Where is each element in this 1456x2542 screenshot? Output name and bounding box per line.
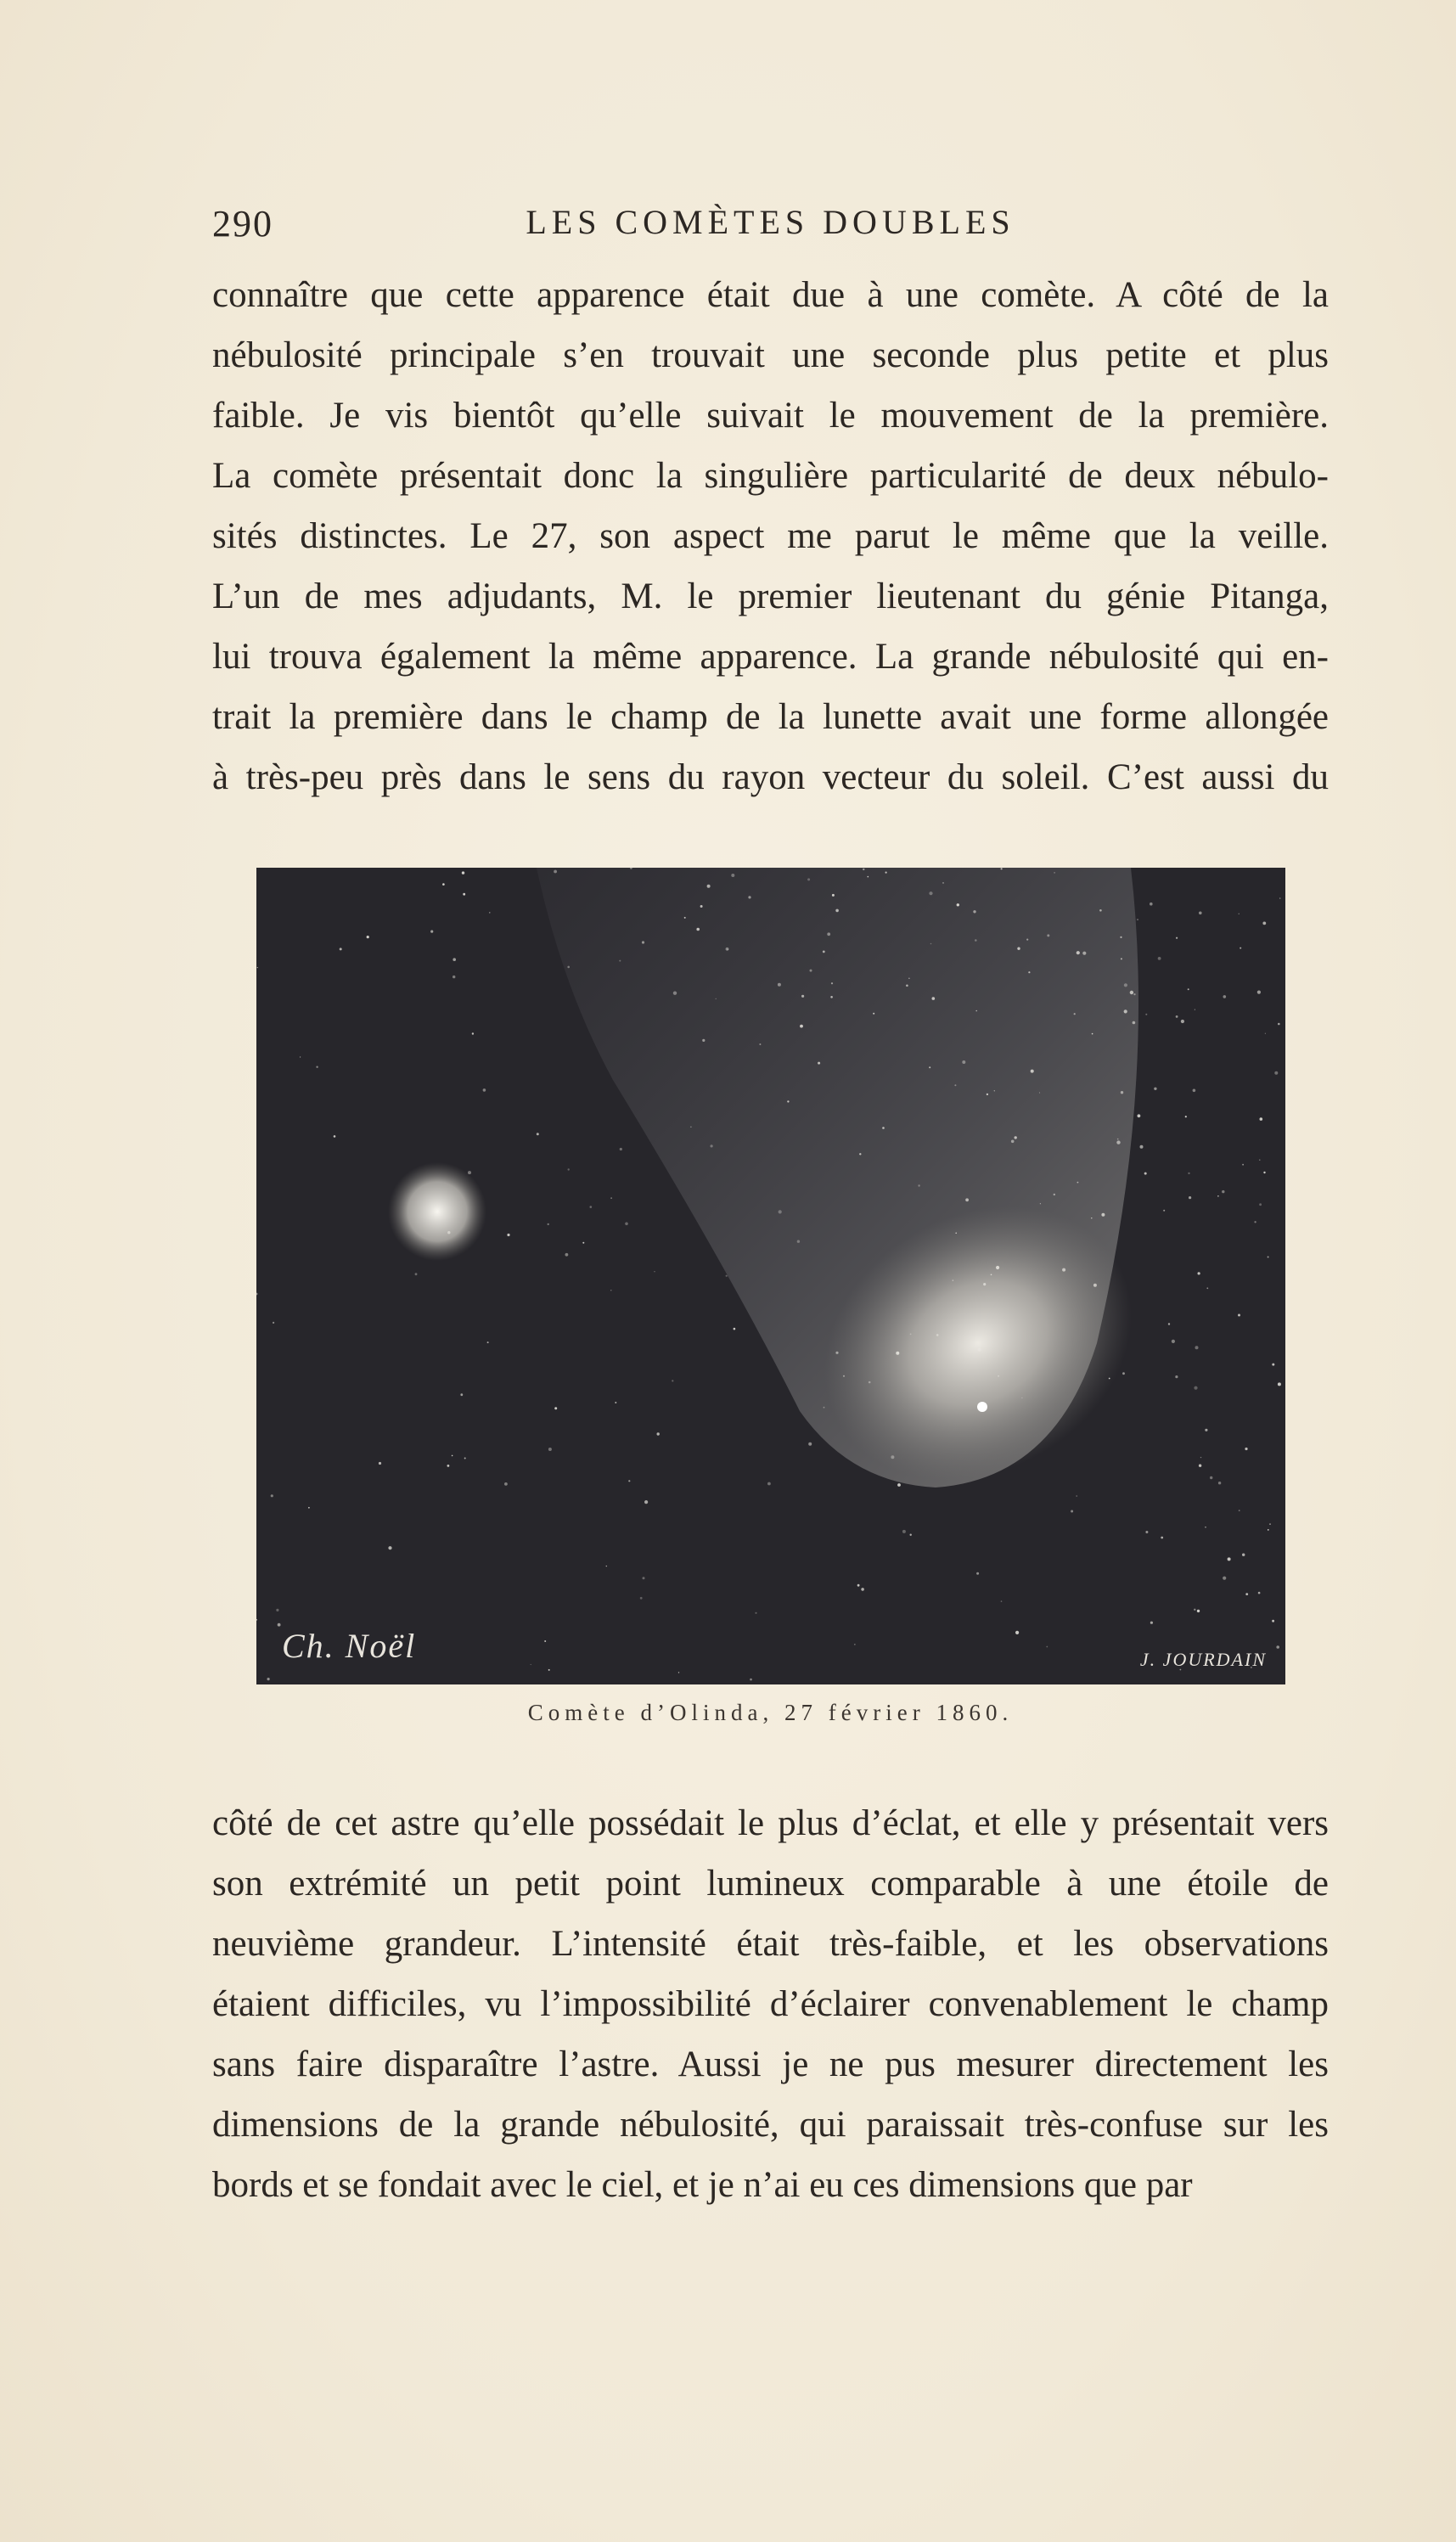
star: [1218, 1482, 1221, 1484]
star: [807, 878, 810, 880]
star: [548, 1223, 549, 1225]
figure-caption: Comète d’Olinda, 27 février 1860.: [527, 1700, 1014, 1725]
star: [910, 1534, 912, 1536]
star: [1150, 1622, 1153, 1624]
star: [711, 1144, 713, 1147]
star: [430, 931, 433, 933]
star: [1268, 1529, 1269, 1531]
star: [1199, 912, 1202, 915]
star: [1222, 1190, 1224, 1193]
star: [1150, 903, 1153, 906]
star: [610, 1290, 611, 1291]
star: [1272, 1620, 1274, 1622]
star: [1117, 1139, 1119, 1140]
star: [1077, 951, 1080, 954]
star: [1015, 1631, 1019, 1634]
text-line: connaître que cette apparence était due à une comète. A côté de la: [212, 275, 1329, 315]
star: [857, 1584, 860, 1587]
star: [537, 1133, 539, 1135]
star: [1001, 1600, 1003, 1602]
star: [1054, 1194, 1055, 1195]
star: [987, 1094, 988, 1095]
star: [643, 1577, 645, 1579]
star: [453, 976, 455, 978]
star: [654, 1271, 655, 1272]
star: [1198, 1272, 1200, 1274]
star: [1188, 1173, 1189, 1174]
star: [487, 1341, 489, 1343]
star: [1259, 1203, 1262, 1206]
star: [1047, 934, 1049, 936]
star: [975, 1010, 977, 1012]
star: [628, 1480, 630, 1482]
star: [1017, 948, 1020, 950]
star: [1197, 1610, 1200, 1612]
star: [1260, 1117, 1263, 1121]
star: [507, 1234, 509, 1236]
star: [759, 1043, 761, 1045]
star: [340, 948, 342, 950]
star: [590, 1206, 593, 1208]
star: [442, 883, 445, 886]
star: [808, 1443, 812, 1446]
signature-right: J. JOURDAIN: [1139, 1649, 1267, 1670]
star: [554, 870, 557, 874]
star: [700, 905, 703, 908]
star: [1210, 1476, 1212, 1479]
star: [832, 894, 835, 897]
star: [1099, 909, 1102, 912]
star: [1279, 897, 1281, 899]
star: [1245, 1448, 1247, 1450]
signature-left: Ch. Noël: [282, 1627, 417, 1665]
star: [460, 1393, 463, 1396]
star: [1200, 1457, 1201, 1458]
star: [1172, 1340, 1175, 1343]
star: [1122, 1372, 1125, 1375]
star: [544, 1640, 546, 1642]
star: [610, 1197, 612, 1199]
running-head: [212, 202, 1329, 253]
star: [483, 1088, 486, 1092]
star: [1240, 948, 1241, 949]
star: [1074, 1013, 1076, 1015]
star: [1124, 983, 1127, 987]
star: [548, 1448, 552, 1451]
text-line: sans faire disparaître l’astre. Aussi je ne pus mesurer directement les: [212, 2044, 1329, 2084]
star: [657, 1432, 660, 1435]
star: [975, 939, 977, 942]
star: [954, 1084, 956, 1086]
text-line: bords et se fondait avec le ciel, et je n’ai eu ces dimensions que par: [212, 2165, 1193, 2205]
star: [1193, 1089, 1196, 1093]
star: [271, 1494, 273, 1497]
star: [1082, 952, 1086, 955]
star: [690, 1127, 691, 1128]
star: [734, 1328, 736, 1330]
star: [1199, 1465, 1201, 1467]
star: [334, 1135, 336, 1138]
star: [936, 1334, 939, 1336]
paragraph-top: [212, 265, 1329, 807]
star: [462, 871, 464, 874]
star: [379, 1462, 381, 1465]
star: [897, 1483, 901, 1487]
star: [1124, 1009, 1127, 1013]
star: [929, 891, 932, 895]
star: [932, 997, 936, 1000]
star: [1258, 1592, 1261, 1594]
star: [1092, 1033, 1093, 1035]
star: [930, 943, 932, 945]
comet-small-nebulosity: [388, 1162, 486, 1261]
star: [767, 1482, 771, 1486]
star: [1093, 1284, 1097, 1287]
star: [1205, 1527, 1206, 1528]
star: [779, 1210, 782, 1213]
star: [1031, 1070, 1034, 1073]
star: [835, 909, 839, 913]
star: [1239, 1510, 1240, 1511]
text-line: L’un de mes adjudants, M. le premier lieutenant du génie Pitanga,: [212, 576, 1329, 616]
star: [1015, 1136, 1017, 1139]
star: [1145, 1014, 1147, 1015]
star: [620, 1148, 622, 1150]
star: [1140, 1145, 1144, 1149]
star: [567, 966, 570, 969]
text-line: côté de cet astre qu’elle possédait le plus d’éclat, et elle y présentait vers: [212, 1803, 1329, 1843]
star: [1077, 1182, 1079, 1184]
star: [672, 1380, 673, 1381]
text-line: son extrémité un petit point lumineux comparable à une étoile de: [212, 1864, 1329, 1904]
star: [308, 1507, 310, 1509]
star: [835, 1352, 838, 1354]
star: [1278, 1023, 1280, 1026]
star: [801, 995, 804, 998]
star: [1076, 1495, 1077, 1497]
star: [991, 1274, 992, 1276]
star: [996, 1266, 999, 1269]
star: [1011, 1140, 1015, 1144]
comet-nucleus: [977, 1402, 987, 1412]
star: [1262, 922, 1266, 925]
star: [1176, 1015, 1178, 1018]
star: [1120, 936, 1122, 938]
star: [750, 1679, 752, 1681]
text-line: lui trouva également la même apparence. La grande nébulosité qui en-: [212, 637, 1329, 677]
star: [619, 960, 621, 962]
star: [1263, 1172, 1265, 1173]
star: [367, 936, 369, 938]
star: [1269, 1523, 1271, 1525]
comet-engraving: [256, 868, 1285, 1684]
star: [998, 1375, 999, 1377]
star: [1046, 1646, 1048, 1648]
star: [748, 896, 750, 898]
star: [1265, 1033, 1266, 1034]
star: [973, 910, 975, 913]
star: [962, 1060, 965, 1064]
star: [300, 1056, 301, 1057]
star: [778, 983, 781, 987]
star: [1133, 1021, 1136, 1025]
star: [1268, 1257, 1269, 1258]
star: [1161, 1537, 1163, 1539]
text-line: à très-peu près dans le sens du rayon vecteur du soleil. C’est aussi du: [212, 757, 1329, 797]
star: [1194, 1609, 1195, 1611]
star: [684, 917, 686, 919]
text-line: dimensions de la grande nébulosité, qui paraissait très-confuse sur les: [212, 2105, 1329, 2145]
star: [965, 1198, 969, 1201]
star: [1195, 1346, 1199, 1349]
star: [818, 1062, 820, 1065]
star: [1242, 1164, 1244, 1166]
star: [787, 1100, 789, 1102]
star: [673, 992, 677, 995]
star: [707, 885, 711, 888]
star: [1217, 1195, 1219, 1197]
star: [800, 1025, 803, 1028]
paragraph-bottom: [212, 1793, 1329, 2215]
star: [1054, 872, 1055, 874]
star: [1163, 1210, 1165, 1212]
star: [716, 998, 717, 999]
star: [1138, 1114, 1141, 1117]
star: [823, 951, 825, 953]
star: [1175, 1375, 1178, 1378]
star: [696, 928, 700, 931]
star: [447, 1465, 450, 1467]
star: [1205, 1429, 1207, 1431]
star: [861, 1588, 864, 1591]
star: [1245, 1593, 1248, 1595]
star: [902, 1530, 906, 1533]
star: [976, 1572, 979, 1575]
star: [1062, 1268, 1065, 1272]
star: [953, 1279, 954, 1281]
star: [929, 1066, 930, 1068]
star: [554, 1407, 557, 1409]
star: [859, 1153, 861, 1155]
star: [1181, 1020, 1184, 1023]
star: [1109, 1378, 1110, 1380]
star: [388, 1546, 391, 1549]
star: [1026, 939, 1028, 941]
page-number: 290: [212, 203, 273, 245]
star: [1121, 958, 1122, 959]
star: [582, 1242, 584, 1244]
star: [731, 874, 734, 877]
star: [463, 893, 465, 896]
star: [868, 876, 869, 878]
star: [906, 985, 908, 987]
star: [942, 882, 944, 884]
star: [504, 1482, 508, 1486]
star: [891, 1455, 894, 1459]
star: [642, 941, 644, 943]
star: [978, 1348, 981, 1352]
star: [316, 1066, 318, 1068]
star: [885, 872, 887, 874]
star: [273, 1322, 274, 1324]
star: [824, 1407, 825, 1409]
star: [1116, 1140, 1120, 1144]
star: [869, 1381, 871, 1384]
star: [827, 932, 830, 936]
text-line: La comète présentait donc la singulière particularité de deux nébulo-: [212, 456, 1329, 496]
star: [1145, 1531, 1148, 1533]
star: [640, 1597, 643, 1600]
star: [702, 1039, 705, 1042]
star: [1040, 1203, 1041, 1204]
text-line: sités distinctes. Le 27, son aspect me parut le même que la veille.: [212, 516, 1329, 556]
star: [910, 1334, 912, 1336]
star: [678, 1672, 679, 1673]
star: [1189, 1196, 1191, 1199]
star: [415, 1273, 418, 1275]
star: [1223, 995, 1227, 998]
text-line: faible. Je vis bientôt qu’elle suivait le mouvement de la première.: [212, 396, 1329, 436]
star: [1228, 1557, 1231, 1561]
star: [1276, 1645, 1279, 1649]
star: [1272, 1364, 1274, 1366]
star: [797, 1240, 800, 1243]
star: [1154, 1088, 1156, 1090]
star: [726, 1275, 728, 1277]
star: [873, 1013, 874, 1015]
star: [278, 1623, 281, 1627]
star: [1206, 1287, 1208, 1289]
star: [276, 1609, 278, 1611]
engraving-illustration: [256, 868, 1285, 1684]
star: [447, 1231, 450, 1234]
star: [1238, 1314, 1240, 1317]
star: [267, 1678, 270, 1680]
star: [568, 1168, 570, 1170]
star: [843, 1375, 845, 1377]
star: [918, 1184, 919, 1186]
star: [908, 978, 910, 980]
star: [644, 1500, 648, 1504]
star: [1223, 1577, 1226, 1580]
star: [1274, 1071, 1278, 1075]
star: [1185, 1116, 1187, 1117]
star: [1257, 991, 1261, 994]
star: [565, 1253, 569, 1257]
star: [1188, 988, 1189, 990]
star: [1168, 1323, 1170, 1324]
star: [1194, 1386, 1197, 1390]
star: [830, 996, 833, 998]
star: [1130, 991, 1133, 994]
star: [994, 1090, 995, 1091]
star: [863, 869, 864, 870]
star: [1001, 868, 1003, 869]
text-line: étaient difficiles, vu l’impossibilité d’éclairer convenablement le champ: [212, 1984, 1329, 2024]
star: [625, 1223, 628, 1226]
star: [810, 970, 812, 972]
star: [896, 1352, 899, 1355]
star: [854, 1644, 855, 1645]
star: [957, 903, 959, 906]
star: [983, 1283, 986, 1285]
star: [1176, 937, 1178, 939]
star: [453, 958, 456, 961]
star: [831, 982, 833, 984]
star: [726, 948, 729, 951]
star: [882, 1127, 885, 1129]
star: [615, 1402, 616, 1403]
star: [955, 1233, 957, 1234]
star: [1071, 1510, 1073, 1513]
star: [1278, 1382, 1281, 1386]
star: [489, 912, 490, 913]
text-line: neuvième grandeur. L’intensité était très-faible, et les observations: [212, 1924, 1329, 1964]
star: [464, 1458, 466, 1459]
star: [755, 1612, 756, 1614]
star: [1259, 1160, 1260, 1161]
star: [1137, 919, 1138, 920]
star: [1254, 1221, 1256, 1223]
star: [1242, 1554, 1245, 1556]
star: [257, 967, 258, 968]
star: [1028, 971, 1030, 973]
star: [1133, 993, 1135, 995]
running-title: LES COMÈTES DOUBLES: [526, 203, 1015, 241]
star: [1101, 1213, 1105, 1217]
text-line: trait la première dans le champ de la lunette avait une forme allongée: [212, 697, 1329, 737]
star: [468, 1171, 471, 1174]
text-line: nébulosité principale s’en trouvait une seconde plus petite et plus: [212, 335, 1329, 375]
star: [452, 1455, 453, 1457]
star: [548, 1669, 550, 1671]
star: [1121, 1091, 1123, 1094]
star: [472, 1032, 474, 1034]
star: [1158, 957, 1161, 960]
star: [1144, 1173, 1147, 1175]
star: [1039, 1092, 1040, 1093]
